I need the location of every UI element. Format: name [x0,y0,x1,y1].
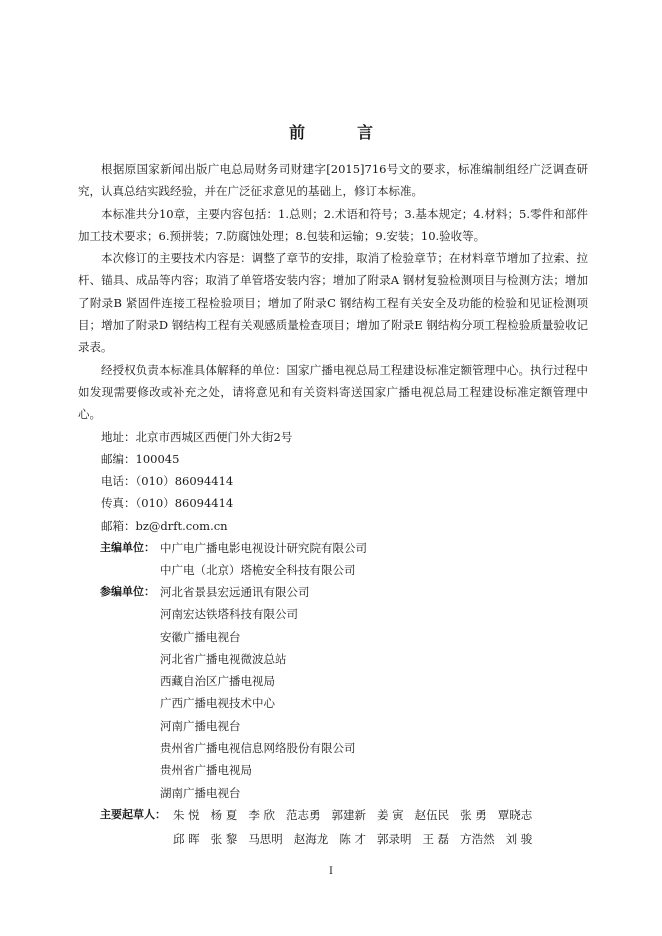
contact-postcode: 邮编：100045 [101,451,180,466]
drafter-name: 赵海龙 [293,832,329,846]
participant-unit: 西藏自治区广播电视局 [160,674,275,689]
drafter-name: 杨 夏 [210,808,238,822]
contact-phone: 电话：（010）86094414 [101,474,234,489]
participant-unit: 贵州省广播电视信息网络股份有限公司 [160,741,356,756]
page-title: 前 言 [288,123,391,142]
drafters-row-2 [173,827,583,851]
paragraph-revisions: 本次修订的主要技术内容是：调整了章节的安排，取消了检验章节；在材料章节增加了拉索、拉杆、锚具、成品等内容；取消了单管塔安装内容；增加了附录A 钢材复验检测项目与检测方法；增加了附录B 紧固件连接工程检验项目；增加了附录C 钢结构工程有关安全及功能的检验和见证检测项目；增加了附录D 钢结构工程有关观感质量检查项目；增加了附录E 钢结构分项工程检验质量验收记录表。 [78,251,588,355]
paragraph-contents: 本标准共分10章，主要内容包括：1.总则；2.术语和符号；3.基本规定；4.材料；5.零件和部件加工技术要求；6.预拼装；7.防腐蚀处理；8.包装和运输；9.安装；10.验收等。 [78,206,588,243]
contact-address: 地址：北京市西城区西便门外大街2号 [101,429,293,444]
preface-body [78,158,588,537]
participant-unit: 湖南广播电视台 [160,785,241,800]
contact-email: 邮箱：bz@drft.com.cn [101,518,228,533]
drafter-name: 朱 悦 [173,808,200,822]
drafter-name: 刘 骏 [505,832,533,846]
participant-unit: 广西广播电视技术中心 [160,696,275,711]
drafter-name: 王 磊 [422,832,450,846]
chief-editor-unit: 中广电（北京）塔桅安全科技有限公司 [160,563,356,578]
contact-fax: 传真：（010）86094414 [101,496,234,511]
participant-unit: 河北省广播电视微波总站 [160,651,287,666]
drafters-row-1 [173,803,583,827]
drafter-name: 赵伍民 [414,808,450,822]
drafter-name: 覃晓志 [497,808,533,822]
drafter-name: 姜 寅 [376,808,404,822]
paragraph-basis: 根据原国家新闻出版广电总局财务司财建字[2015]716号文的要求，标准编制组经广泛调查研究，认真总结实践经验，并在广泛征求意见的基础上，修订本标准。 [78,162,588,199]
drafter-name: 方浩然 [460,832,495,846]
drafter-name: 李 欣 [248,808,275,822]
participant-unit: 河南广播电视台 [160,718,241,733]
drafter-name: 陈 才 [339,832,366,846]
page-number: I [329,866,333,877]
drafters-label: 主要起草人： [100,808,166,821]
drafter-name: 范志勇 [285,808,321,822]
drafter-name: 邱 晖 [173,832,200,846]
drafter-name: 郭录明 [376,832,412,846]
chief-editor-unit: 中广电广播电影电视设计研究院有限公司 [160,541,367,555]
paragraph-interpretation: 经授权负责本标准具体解释的单位：国家广播电视总局工程建设标准定额管理中心。执行过程中如发现需要修改或补充之处，请将意见和有关资料寄送国家广播电视总局工程建设标准定额管理中心。 [78,362,588,422]
participant-unit: 安徽广播电视台 [160,629,241,644]
drafter-name: 张 黎 [210,832,238,846]
drafter-name: 张 勇 [460,808,487,822]
participant-unit: 河南宏达铁塔科技有限公司 [160,607,298,622]
participant-unit: 河北省景县宏远通讯有限公司 [160,585,310,599]
drafter-name: 马思明 [248,832,283,846]
chief-editor-label: 主编单位： [100,541,155,554]
participant-unit: 贵州省广播电视局 [160,763,252,778]
participant-label: 参编单位： [100,585,155,598]
drafter-name: 郭建新 [331,808,366,822]
